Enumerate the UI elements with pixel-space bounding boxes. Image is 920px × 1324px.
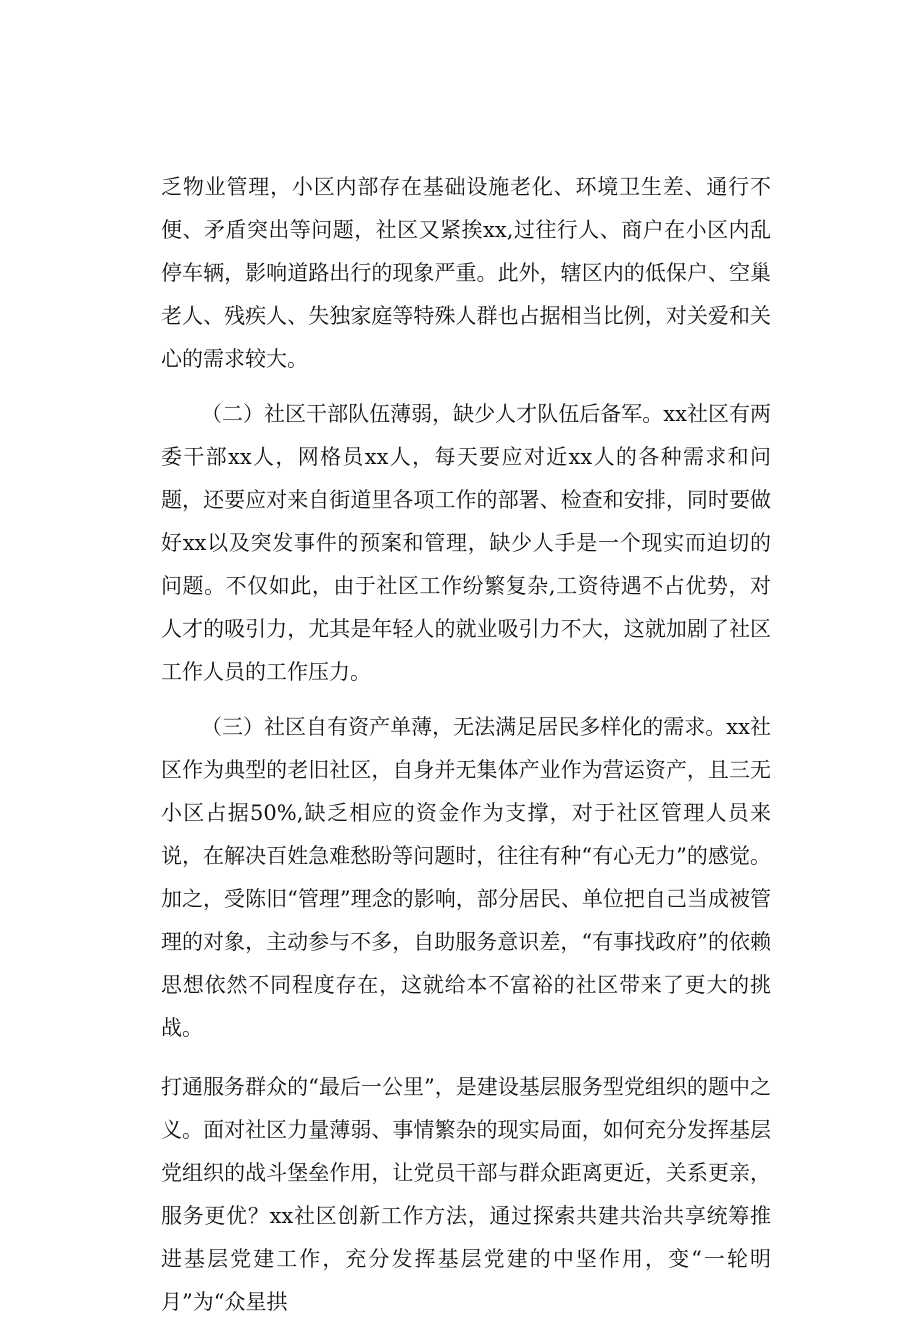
paragraph-section-three: （三）社区自有资产单薄，无法满足居民多样化的需求。xx社区作为典型的老旧社区，自身并无集体产业作为营运资产，且三无小区占据50%,缺乏相应的资金作为支撑，对于社区管理人员来说，在解决百姓急难愁盼等问题时，往往有种“有心无力”的感觉。加之，受陈旧“管理”理念的影响，部分居民、单位把自己当成被管理的对象，主动参与不多，自助服务意识差，“有事找政府”的依赖思想依然不同程度存在，这就给本不富裕的社区带来了更大的挑战。 xyxy=(161,715,771,1040)
paragraph-section-two: （二）社区干部队伍薄弱，缺少人才队伍后备军。xx社区有两委干部xx人，网格员xx人，每天要应对近xx人的各种需求和问题，还要应对来自街道里各项工作的部署、检查和安排，同时要做好xx以及突发事件的预案和管理，缺少人手是一个现实而迫切的问题。不仅如此，由于社区工作纷繁复杂,工资待遇不占优势，对人才的吸引力，尤其是年轻人的就业吸引力不大，这就加剧了社区工作人员的工作压力。 xyxy=(161,402,771,684)
document-body xyxy=(161,166,771,1324)
paragraph-service-masses: 打通服务群众的“最后一公里”，是建设基层服务型党组织的题中之义。面对社区力量薄弱、事情繁杂的现实局面，如何充分发挥基层党组织的战斗堡垒作用，让党员干部与群众距离更近，关系更亲，服务更优？xx社区创新工作方法，通过探索共建共治共享统筹推进基层党建工作，充分发挥基层党建的中坚作用，变“一轮明月”为“众星拱 xyxy=(161,1075,771,1314)
paragraph-continuation: 乏物业管理，小区内部存在基础设施老化、环境卫生差、通行不便、矛盾突出等问题，社区又紧挨xx,过往行人、商户在小区内乱停车辆，影响道路出行的现象严重。此外，辖区内的低保户、空巢老人、残疾人、失独家庭等特殊人群也占据相当比例，对关爱和关心的需求较大。 xyxy=(161,175,771,371)
